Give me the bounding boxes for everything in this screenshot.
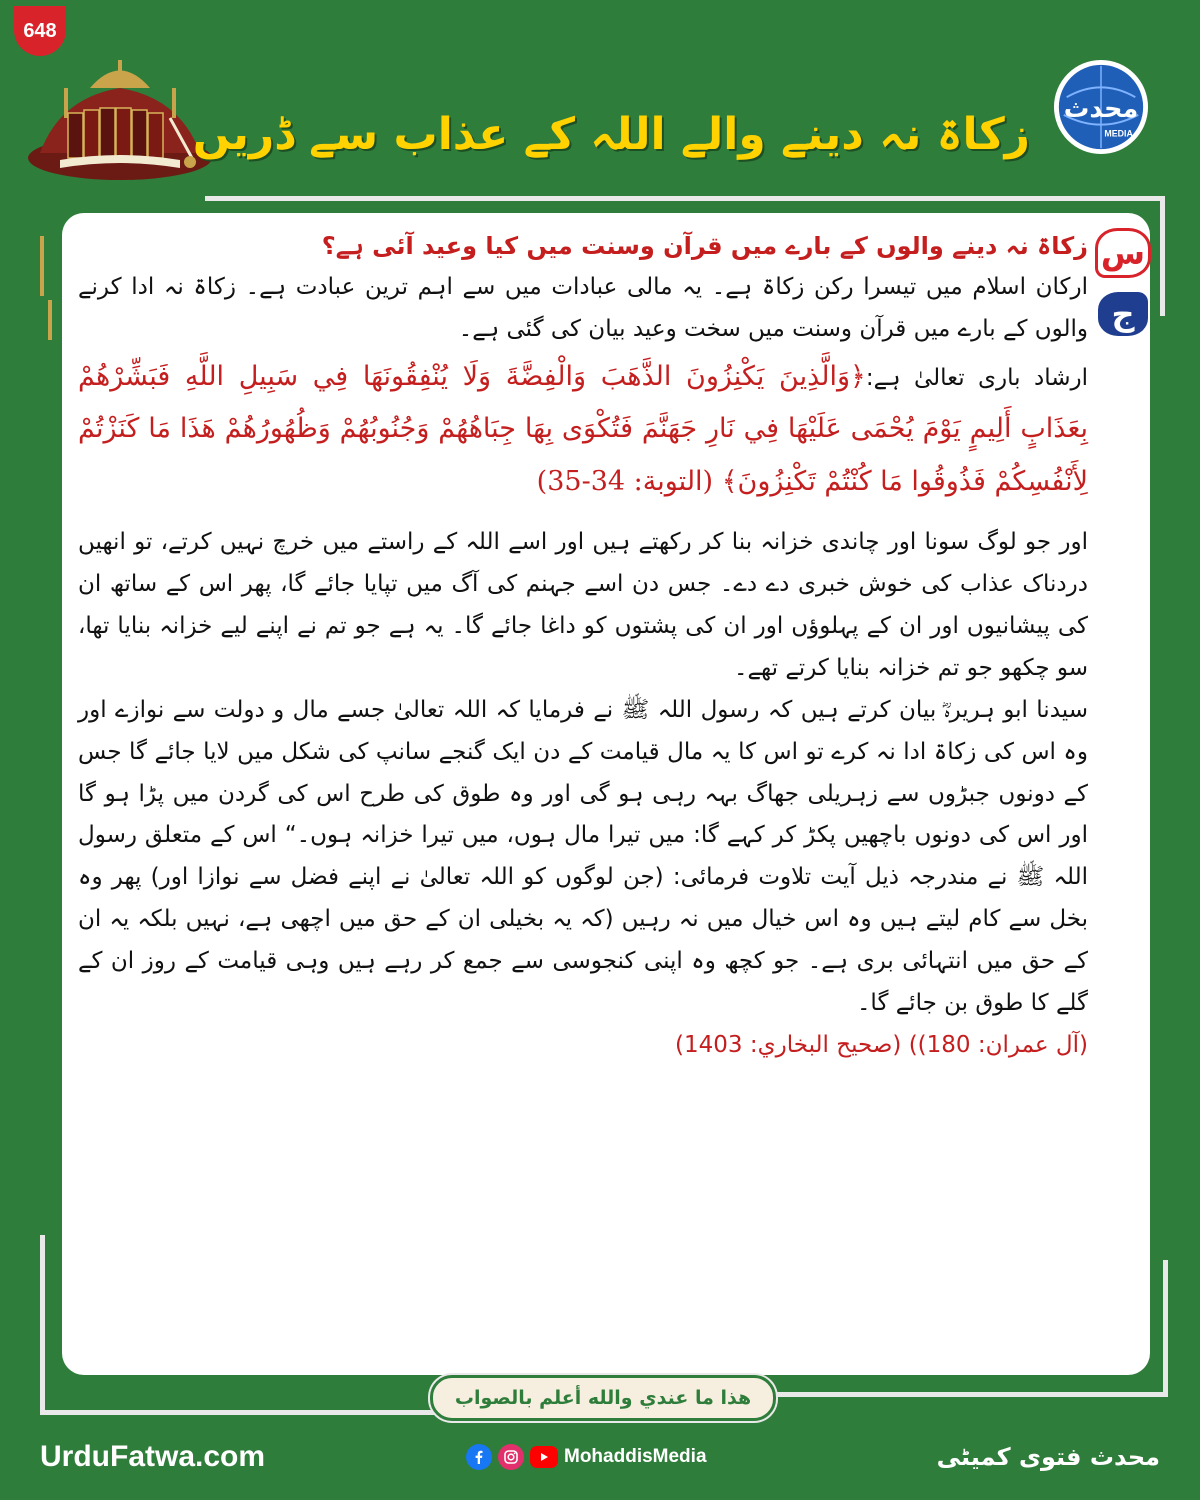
page-number-badge xyxy=(14,6,66,56)
quran-arabic: ﴿وَالَّذِينَ يَكْنِزُونَ الذَّهَبَ وَالْفِضَّةَ وَلَا يُنْفِقُونَهَا فِي سَبِيلِ اللَّهِ فَبَشِّرْهُمْ بِعَذَابٍ أَلِيمٍ يَوْمَ يُحْمَى عَلَيْهَا فِي نَارِ جَهَنَّمَ فَتُكْوَى بِهَا جِبَاهُهُمْ وَجُنُوبُهُمْ وَظُهُورُهُمْ هَذَا مَا كَنَزْتُمْ لِأَنْفُسِكُمْ فَذُوقُوا مَا كُنْتُمْ تَكْنِزُونَ﴾ xyxy=(78,360,1088,497)
gold-line-left xyxy=(40,236,44,296)
page-number: 648 xyxy=(23,19,57,42)
verse-translation: اور جو لوگ سونا اور چاندی خزانہ بنا کر رکھتے ہیں اور اسے اللہ کے راستے میں خرچ نہیں کرتے، تو انھیں دردناک عذاب کی خوش خبری دے دے۔ جس دن اسے جہنم کی آگ میں تپایا جائے گا، پھر اس کے ساتھ ان کی پیشانیوں اور ان کے پہلوؤں اور ان کی پشتوں کو داغا جائے گا۔ یہ ہے جو تم نے اپنے لیے خزانہ بنایا تھا، سو چکھو جو تم خزانہ بنایا کرتے تھے۔ xyxy=(78,529,1088,682)
gold-line-left-2 xyxy=(48,300,52,340)
books-illustration xyxy=(20,58,220,183)
youtube-icon[interactable] xyxy=(530,1446,558,1468)
website-link[interactable]: UrduFatwa.com xyxy=(40,1440,266,1473)
instagram-icon[interactable] xyxy=(498,1444,524,1470)
frame-line-bottom-right xyxy=(768,1392,1168,1397)
hadith-reference: (آل عمران: 180)) (صحيح البخاري: 1403) xyxy=(675,1031,1088,1058)
frame-line-top xyxy=(205,196,1165,201)
frame-line-left-bottom xyxy=(40,1235,45,1415)
quran-lead: ارشاد باری تعالیٰ ہے: xyxy=(865,364,1088,391)
question-text: زکاۃ نہ دینے والوں کے بارے میں قرآن وسنت میں کیا وعید آئی ہے؟ xyxy=(321,232,1088,260)
page-title: زکاۃ نہ دینے والے اللہ کے عذاب سے ڈریں xyxy=(192,109,1030,160)
logo-sub: MEDIA xyxy=(1104,128,1133,139)
quran-verse xyxy=(78,351,1088,509)
hadith-text: سیدنا ابو ہریرہؓ بیان کرتے ہیں کہ رسول اللہ ﷺ نے فرمایا کہ اللہ تعالیٰ جسے مال و دولت سے نوازے اور وہ اس کی زکاۃ ادا نہ کرے تو اس کا یہ مال قیامت کے دن ایک گنجے سانپ کی شکل میں لایا جائے گا جس کے دونوں جبڑوں سے زہریلی جھاگ بہہ رہی ہو گی اور وہ طوق کی طرح اس کی گردن میں پڑا ہو گا اور اس کی دونوں باچھیں پکڑ کر کہے گا: میں تیرا مال ہوں، میں تیرا خزانہ ہوں۔“ اس کے متعلق رسول اللہ ﷺ نے مندرجہ ذیل آیت تلاوت فرمائی: (جن لوگوں کو اللہ تعالیٰ نے اپنے فضل سے نوازا اور) پھر وہ بخل سے کام لیتے ہیں وہ اس خیال میں نہ رہیں (کہ یہ بخیلی ان کے حق میں اچھی ہے، نہیں بلکہ یہ ان کے حق میں انتہائی بری ہے۔ جو کچھ وہ اپنی کنجوسی سے جمع کر رہے ہیں وہی قیامت کے روز ان کے گلے کا طوق بن جائے گا۔ xyxy=(78,696,1088,1016)
quran-reference: (التوبة: 34-35) xyxy=(536,465,714,497)
facebook-icon[interactable] xyxy=(466,1444,492,1470)
closing-phrase: هذا ما عندي والله أعلم بالصواب xyxy=(430,1375,776,1421)
answer-intro: ارکان اسلام میں تیسرا رکن زکاۃ ہے۔ یہ مالی عبادات میں سے اہم ترین عبادت ہے۔ زکاۃ نہ ادا کرنے والوں کے بارے میں قرآن وسنت میں سخت وعید بیان کی گئی ہے۔ xyxy=(78,273,1088,342)
answer-marker: ج xyxy=(1098,292,1148,336)
logo-text: محدث xyxy=(1063,93,1139,124)
frame-line-bottom xyxy=(40,1410,435,1415)
committee-name: محدث فتوی کمیٹی xyxy=(936,1443,1160,1471)
fatwa-content xyxy=(78,226,1088,1371)
question-marker: س xyxy=(1095,228,1151,278)
mohaddis-media-logo xyxy=(1052,58,1150,156)
social-handle[interactable]: MohaddisMedia xyxy=(564,1446,707,1467)
frame-line-right xyxy=(1160,196,1165,316)
frame-line-right-bottom xyxy=(1163,1260,1168,1397)
social-links xyxy=(466,1440,707,1474)
